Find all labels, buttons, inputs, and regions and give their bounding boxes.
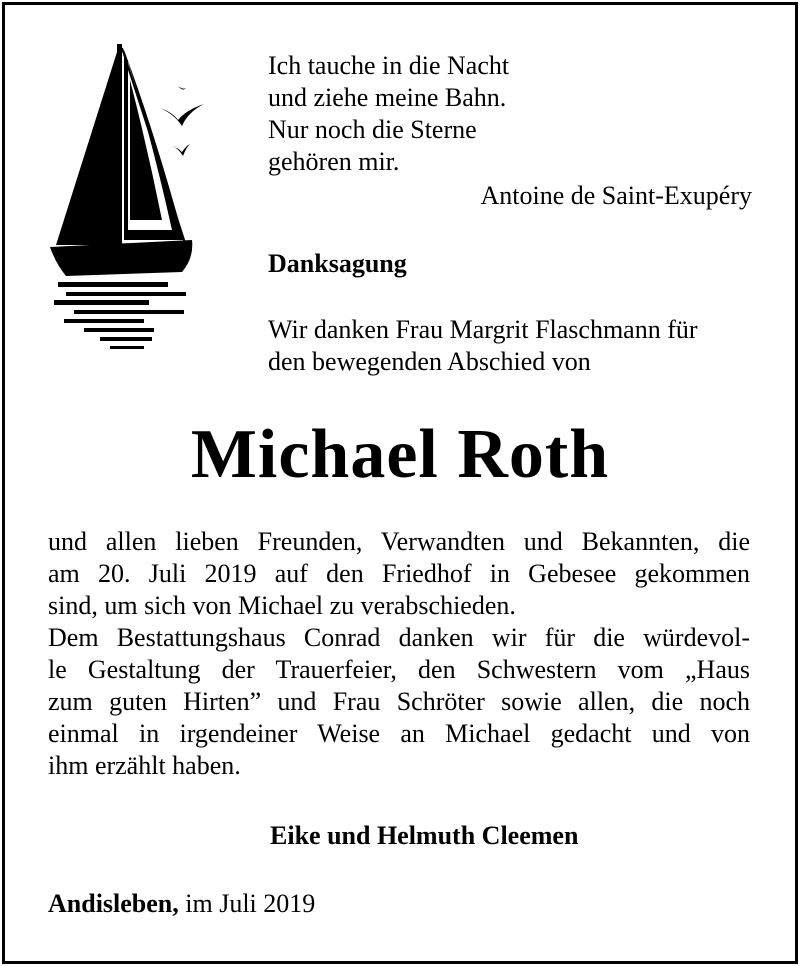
- body-line: Dem Bestattungshaus Conrad danken wir für die würdevol-: [48, 623, 750, 652]
- signature: Eike und Helmuth Cleemen: [270, 821, 579, 850]
- thanks-body: [48, 526, 750, 782]
- quote-line: gehören mir.: [268, 147, 400, 176]
- quote-line: Ich tauche in die Nacht: [268, 51, 510, 80]
- quote-line: und ziehe meine Bahn.: [268, 83, 507, 112]
- date-text: im Juli 2019: [178, 889, 316, 918]
- seagull-icon: [156, 82, 208, 162]
- body-line: einmal in irgendeiner Weise an Michael gedacht und von: [48, 719, 750, 748]
- thanks-intro: [268, 314, 698, 378]
- section-heading: Danksagung: [268, 249, 407, 278]
- thanks-line: Wir danken Frau Margrit Flaschmann für: [268, 315, 698, 344]
- thanks-line: den bewegenden Abschied von: [268, 347, 591, 376]
- body-line: le Gestaltung der Trauerfeier, den Schwestern vom „Haus: [48, 655, 750, 684]
- body-line: sind, um sich von Michael zu verabschieden.: [48, 591, 516, 620]
- place-name: Andisleben,: [48, 889, 179, 918]
- body-line: und allen lieben Freunden, Verwandten und Bekannten, die: [48, 527, 750, 556]
- quote-line: Nur noch die Sterne: [268, 115, 477, 144]
- body-line: zum guten Hirten” und Frau Schröter sowie allen, die noch: [48, 687, 750, 716]
- place-date: [48, 888, 315, 920]
- deceased-name: Michael Roth: [190, 416, 610, 493]
- epigraph-quote: [268, 50, 509, 178]
- body-line: ihm erzählt haben.: [48, 751, 241, 780]
- body-line: am 20. Juli 2019 auf den Friedhof in Gebesee gekommen: [48, 559, 750, 588]
- quote-author: Antoine de Saint-Exupéry: [480, 181, 752, 210]
